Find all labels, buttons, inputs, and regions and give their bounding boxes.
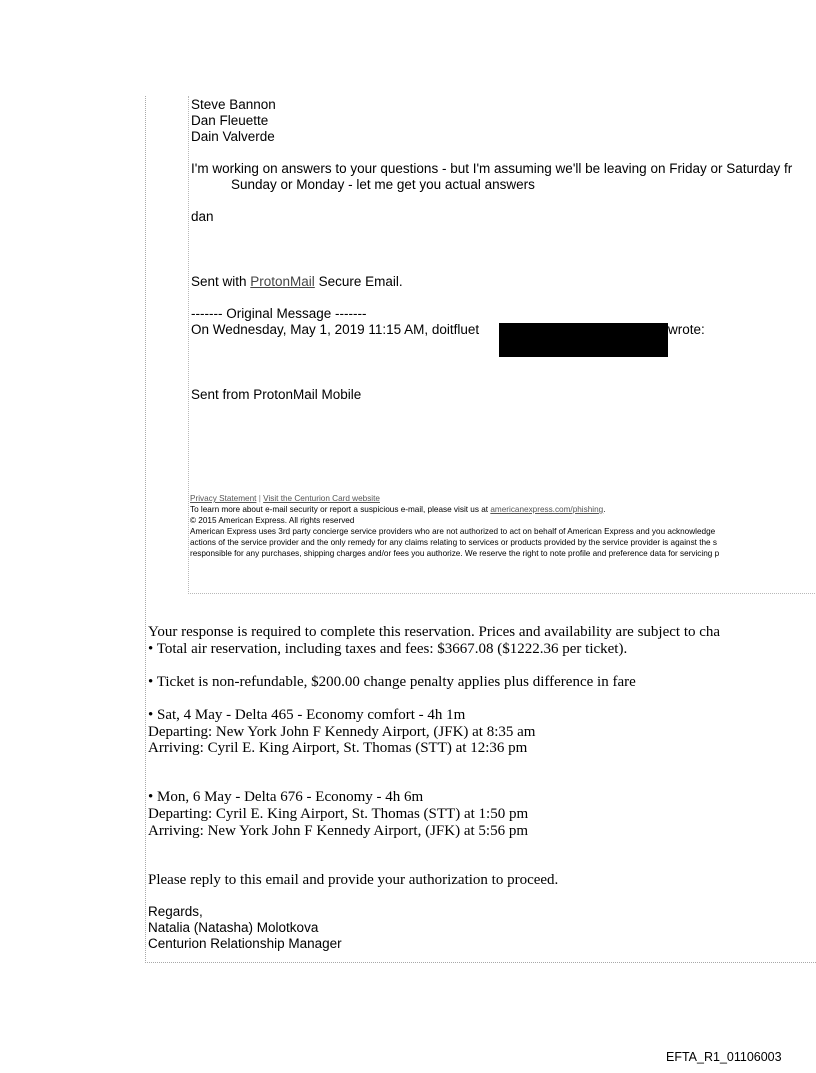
disclaimer-line: responsible for any purchases, shipping charges and/or fees you authorize. We reserve the right to note profile and preference data for servicing p: [190, 549, 720, 558]
protonmail-link[interactable]: ProtonMail: [250, 274, 315, 289]
centurion-card-link[interactable]: Visit the Centurion Card website: [263, 494, 380, 503]
original-line-suffix: wrote:: [668, 322, 705, 337]
copyright-line: © 2015 American Express. All rights reserved: [190, 516, 355, 525]
flight2-title: • Mon, 6 May - Delta 676 - Economy - 4h 6m: [148, 789, 424, 805]
redaction-box: [499, 323, 668, 357]
authorization-request: Please reply to this email and provide your authorization to proceed.: [148, 872, 559, 888]
amex-footer-links: [190, 493, 380, 504]
recipient-name: Dan Fleuette: [191, 113, 269, 128]
security-notice: [190, 504, 605, 515]
phishing-link[interactable]: americanexpress.com/phishing: [490, 505, 604, 514]
document-id: EFTA_R1_01106003: [666, 1050, 782, 1064]
security-suffix: .: [603, 505, 606, 514]
recipient-name: Dain Valverde: [191, 129, 275, 144]
ticket-policy-bullet: • Ticket is non-refundable, $200.00 change penalty applies plus difference in fare: [148, 674, 636, 690]
sent-with-line: [191, 274, 403, 290]
reply-signoff: dan: [191, 209, 214, 224]
original-line-prefix: On Wednesday, May 1, 2019 11:15 AM, doitfluet: [191, 322, 480, 337]
reservation-intro: Your response is required to complete this reservation. Prices and availability are subject to cha: [148, 624, 721, 640]
sent-with-prefix: Sent with: [191, 274, 251, 289]
signature-name: Natalia (Natasha) Molotkova: [148, 920, 319, 935]
privacy-statement-link[interactable]: Privacy Statement: [190, 494, 257, 503]
flight2-departure: Departing: Cyril E. King Airport, St. Thomas (STT) at 1:50 pm: [148, 806, 529, 822]
signature-title: Centurion Relationship Manager: [148, 936, 342, 951]
signature-regards: Regards,: [148, 904, 203, 919]
disclaimer-line: American Express uses 3rd party concierge service providers who are not authorized to act on behalf of American Express and you acknowledge: [190, 527, 716, 536]
flight1-title: • Sat, 4 May - Delta 465 - Economy comfort - 4h 1m: [148, 707, 466, 723]
flight1-arrival: Arriving: Cyril E. King Airport, St. Thomas (STT) at 12:36 pm: [148, 740, 528, 756]
original-message-header: ------- Original Message -------: [191, 306, 367, 321]
reply-text-line: Sunday or Monday - let me get you actual answers: [231, 177, 535, 192]
sent-from-line: Sent from ProtonMail Mobile: [191, 387, 362, 402]
total-price-bullet: • Total air reservation, including taxes and fees: $3667.08 ($1222.36 per ticket).: [148, 641, 628, 657]
recipient-name: Steve Bannon: [191, 97, 276, 112]
reply-text-line: I'm working on answers to your questions - but I'm assuming we'll be leaving on Friday or Saturday fr: [191, 161, 793, 176]
footer-separator: |: [256, 494, 264, 503]
original-message-line: [191, 322, 479, 338]
flight1-departure: Departing: New York John F Kennedy Airport, (JFK) at 8:35 am: [148, 724, 536, 740]
security-prefix: To learn more about e-mail security or report a suspicious e-mail, please visit us at: [190, 505, 491, 514]
disclaimer-line: actions of the service provider and the only remedy for any claims relating to services or products provided by the service provider is against the s: [190, 538, 717, 547]
sent-with-suffix: Secure Email.: [314, 274, 403, 289]
flight2-arrival: Arriving: New York John F Kennedy Airport, (JFK) at 5:56 pm: [148, 823, 528, 839]
